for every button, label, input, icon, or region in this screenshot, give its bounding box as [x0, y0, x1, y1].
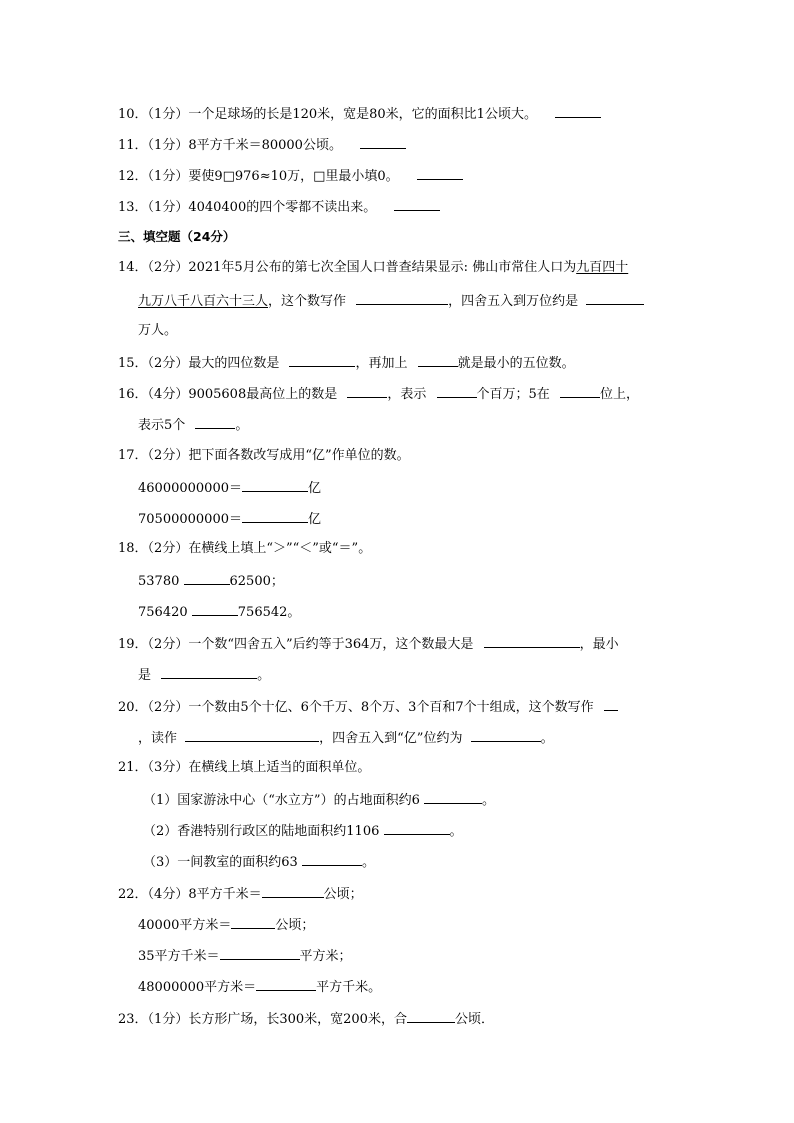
question-number: 16．（4分） [118, 387, 189, 402]
answer-blank[interactable] [185, 729, 319, 742]
answer-blank[interactable] [484, 635, 580, 648]
question-number: 19．（2分） [118, 637, 189, 652]
answer-blank[interactable] [347, 385, 387, 398]
question-text: 。 [235, 418, 249, 433]
question-text: 一个数由5个十亿、6个千万、8个万、3个百和7个十组成，这个数写作 [188, 700, 594, 715]
question-21 [118, 760, 684, 776]
answer-blank[interactable] [437, 385, 477, 398]
question-number: 18．（2分） [118, 541, 189, 556]
answer-blank[interactable] [424, 791, 482, 804]
question-text: ，读作 [138, 731, 178, 746]
question-text: 位上， [599, 387, 639, 402]
question-18-a [138, 572, 684, 590]
question-16-line-2 [138, 416, 684, 434]
question-text: ，表示 [387, 387, 427, 402]
question-text: ，这个数写作 [268, 294, 347, 309]
answer-blank[interactable] [192, 603, 238, 616]
answer-blank[interactable] [220, 947, 300, 960]
question-text: 。 [540, 731, 554, 746]
answer-blank[interactable] [161, 666, 257, 679]
unit-label: 亿 [307, 481, 321, 496]
question-text: 是 [138, 668, 152, 683]
answer-blank[interactable] [195, 416, 235, 429]
question-number: 11．（1分） [118, 138, 189, 153]
question-text: 长方形广场，长300米，宽200米，合 [188, 1012, 407, 1027]
question-text: 756542。 [237, 605, 301, 620]
question-number: 13．（1分） [118, 200, 189, 215]
question-text: 公顷． [454, 1012, 494, 1027]
question-text: 个百万；5在 [476, 387, 550, 402]
question-18-b [138, 603, 684, 621]
question-10 [118, 105, 684, 123]
question-text: 40000平方米＝ [138, 918, 232, 933]
question-14-line-3 [138, 323, 684, 339]
answer-blank[interactable] [184, 572, 230, 585]
answer-blank[interactable] [384, 822, 450, 835]
question-text: （3）一间教室的面积约63 [143, 855, 298, 870]
question-text: 最大的四位数是 [188, 356, 280, 371]
question-17-b [138, 510, 684, 528]
question-16-line-1 [118, 385, 684, 403]
question-12 [118, 167, 684, 185]
question-text: 46000000000＝ [138, 481, 242, 496]
question-17 [118, 448, 684, 464]
answer-blank[interactable] [256, 978, 316, 991]
answer-blank[interactable] [356, 292, 448, 305]
question-text: 62500； [229, 574, 284, 589]
question-21-3 [143, 853, 684, 871]
question-text: 平方米； [299, 949, 352, 964]
question-15 [118, 354, 684, 372]
underlined-text: 九万八千八百六十三人 [138, 294, 269, 309]
answer-blank[interactable] [418, 354, 458, 367]
question-text: 把下面各数改写成用“亿”作单位的数。 [188, 448, 410, 463]
question-text: 要使9□976≈10万，□里最小填0。 [188, 169, 399, 184]
answer-blank[interactable] [560, 385, 600, 398]
question-14-line-1 [118, 260, 684, 276]
question-text: ，四舍五入到“亿”位约为 [319, 731, 463, 746]
question-17-a [138, 479, 684, 497]
answer-blank[interactable] [242, 479, 308, 492]
question-23 [118, 1010, 684, 1028]
question-text: ，最小 [579, 637, 619, 652]
question-text: 70500000000＝ [138, 512, 242, 527]
question-19-line-1 [118, 635, 684, 653]
answer-blank[interactable] [417, 167, 463, 180]
question-text: 。 [481, 793, 495, 808]
question-text: 53780 [138, 574, 180, 589]
question-21-2 [143, 822, 684, 840]
question-22-b [138, 916, 684, 934]
question-text: ，再加上 [355, 356, 408, 371]
question-text: （1）国家游泳中心（“水立方”）的占地面积约6 [143, 793, 420, 808]
question-19-line-2 [138, 666, 684, 684]
answer-blank[interactable] [302, 853, 362, 866]
question-text: 8平方千米＝ [188, 887, 262, 902]
answer-blank[interactable] [407, 1010, 455, 1023]
answer-blank[interactable] [471, 729, 541, 742]
answer-blank[interactable] [231, 916, 275, 929]
question-text: 8平方千米＝80000公顷。 [188, 138, 342, 153]
question-text: 在横线上填上适当的面积单位。 [188, 760, 371, 775]
question-text: 公顷； [275, 918, 315, 933]
answer-blank[interactable] [586, 292, 644, 305]
answer-blank[interactable] [242, 510, 308, 523]
answer-blank[interactable] [394, 198, 440, 211]
question-20-line-1 [118, 698, 684, 716]
question-21-1 [143, 791, 684, 809]
question-text: 公顷； [323, 887, 363, 902]
section-heading: 三、填空题（24分） [118, 229, 236, 244]
answer-blank[interactable] [555, 105, 601, 118]
question-number: 10．（1分） [118, 107, 189, 122]
question-text: 35平方千米＝ [138, 949, 220, 964]
question-number: 20．（2分） [118, 700, 189, 715]
question-text: 9005608最高位上的数是 [188, 387, 338, 402]
question-text: 在横线上填上“＞”“＜”或“＝”。 [188, 541, 372, 556]
answer-blank[interactable] [289, 354, 355, 367]
question-number: 23．（1分） [118, 1012, 189, 1027]
question-text: 2021年5月公布的第七次全国人口普查结果显示: 佛山市常住人口为 [188, 260, 577, 275]
question-14-line-2 [138, 292, 684, 310]
question-20-line-2 [138, 729, 684, 747]
question-text: 一个足球场的长是120米，宽是80米，它的面积比1公顷大。 [188, 107, 537, 122]
question-11 [118, 136, 684, 154]
question-text: 4040400的四个零都不读出来。 [188, 200, 377, 215]
question-number: 12．（1分） [118, 169, 189, 184]
question-text: ，四舍五入到万位约是 [448, 294, 579, 309]
question-22-c [138, 947, 684, 965]
question-18 [118, 541, 684, 557]
question-text: 表示5个 [138, 418, 186, 433]
question-text: 。 [361, 855, 375, 870]
question-text: 平方千米。 [316, 980, 382, 995]
question-number: 21．（3分） [118, 760, 189, 775]
question-13 [118, 198, 684, 216]
question-text: 。 [449, 824, 463, 839]
question-number: 22．（4分） [118, 887, 189, 902]
question-text: 48000000平方米＝ [138, 980, 257, 995]
question-number: 15．（2分） [118, 356, 189, 371]
answer-blank[interactable] [262, 885, 324, 898]
question-22-d [138, 978, 684, 996]
question-text: 万人。 [138, 323, 178, 338]
answer-blank[interactable] [604, 698, 618, 711]
question-text: 。 [257, 668, 271, 683]
answer-blank[interactable] [360, 136, 406, 149]
question-text: 一个数“四舍五入”后约等于364万，这个数最大是 [188, 637, 474, 652]
question-22-a [118, 885, 684, 903]
question-number: 17．（2分） [118, 448, 189, 463]
question-text: （2）香港特别行政区的陆地面积约1106 [143, 824, 380, 839]
question-text: 就是最小的五位数。 [457, 356, 575, 371]
question-text: 756420 [138, 605, 188, 620]
underlined-text: 九百四十 [576, 260, 629, 275]
unit-label: 亿 [307, 512, 321, 527]
question-number: 14．（2分） [118, 260, 189, 275]
